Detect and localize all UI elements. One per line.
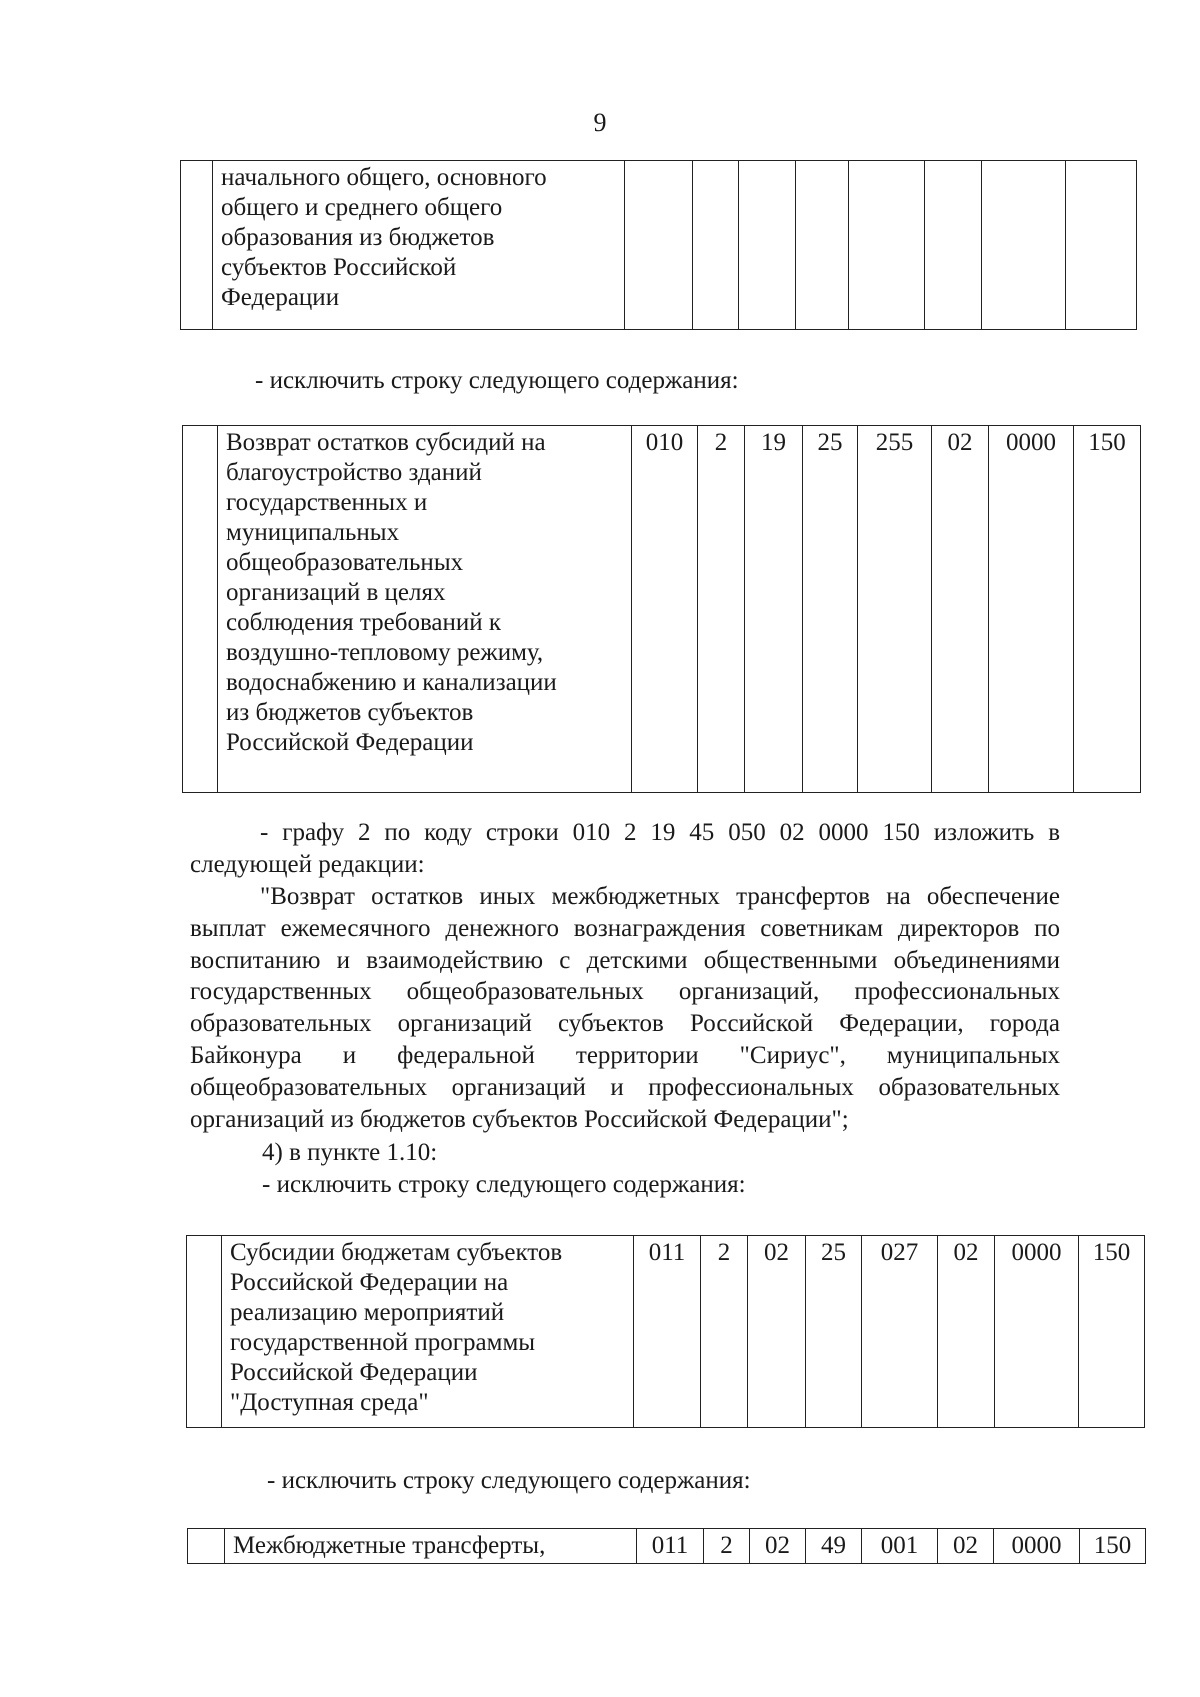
- code-cell: 25: [803, 426, 858, 793]
- code-cell: 027: [862, 1236, 938, 1428]
- paragraph-line: воспитанию и взаимодействию с детскими общественными объединениями: [190, 946, 1060, 974]
- paragraph-line: следующей редакции:: [190, 850, 425, 878]
- description-line: Российской Федерации: [226, 729, 474, 756]
- description-line: субъектов Российской: [221, 254, 457, 281]
- exclude-instruction-1: - исключить строку следующего содержания:: [255, 367, 739, 394]
- code-cell: 011: [637, 1529, 704, 1564]
- paragraph-line: организаций из бюджетов субъектов Российской Федерации";: [190, 1105, 849, 1133]
- code-cell: 150: [1079, 1236, 1145, 1428]
- code-cell: 001: [862, 1529, 938, 1564]
- description-line: общего и среднего общего: [221, 194, 503, 221]
- code-cell: 49: [806, 1529, 862, 1564]
- description-cell: [225, 1529, 637, 1564]
- description-cell: [213, 161, 625, 330]
- code-cell: 0000: [994, 1529, 1080, 1564]
- description-line: общеобразовательных: [226, 549, 464, 576]
- paragraph-line: "Возврат остатков иных межбюджетных трансфертов на обеспечение: [260, 883, 1060, 910]
- description-cell: [218, 426, 632, 793]
- paragraph-line: общеобразовательных организаций и профессиональных образовательных: [190, 1073, 1060, 1101]
- description-line: "Доступная среда": [230, 1389, 429, 1416]
- page-number: 9: [593, 108, 607, 137]
- description-line: Российской Федерации на: [230, 1269, 509, 1296]
- code-cell: 02: [750, 1529, 806, 1564]
- code-cell: 0000: [989, 426, 1074, 793]
- description-line: муниципальных: [226, 519, 400, 546]
- description-line: из бюджетов субъектов: [226, 699, 474, 726]
- code-cell: [693, 161, 739, 330]
- description-line: Российской Федерации: [230, 1359, 478, 1386]
- description-line: Межбюджетные трансферты,: [233, 1532, 546, 1559]
- code-cell: 2: [701, 1236, 748, 1428]
- table-row: [187, 1236, 1145, 1428]
- code-cell: [925, 161, 982, 330]
- budget-table-2: [182, 425, 1141, 793]
- exclude-instruction-3: - исключить строку следующего содержания:: [267, 1467, 751, 1494]
- paragraph-line: государственных общеобразовательных организаций, профессиональных: [190, 978, 1060, 1006]
- code-cell: [849, 161, 925, 330]
- code-cell: [982, 161, 1066, 330]
- description-line: начального общего, основного: [221, 164, 547, 191]
- code-cell: [1066, 161, 1137, 330]
- code-cell: 2: [704, 1529, 750, 1564]
- quote-paragraph: [190, 881, 1060, 1135]
- description-line: соблюдения требований к: [226, 609, 502, 636]
- budget-table-4: [187, 1528, 1146, 1564]
- code-cell: 19: [745, 426, 803, 793]
- description-line: образования из бюджетов: [221, 224, 495, 251]
- code-cell: 25: [806, 1236, 862, 1428]
- code-cell: [625, 161, 693, 330]
- budget-table-1: [180, 160, 1137, 330]
- description-line: государственной программы: [230, 1329, 536, 1356]
- description-line: благоустройство зданий: [226, 459, 482, 486]
- code-cell: 011: [634, 1236, 701, 1428]
- description-line: государственных и: [226, 489, 428, 516]
- code-cell: 2: [698, 426, 745, 793]
- row-number-cell: [183, 426, 218, 793]
- code-cell: 255: [858, 426, 932, 793]
- paragraph-line: - графу 2 по коду строки 010 2 19 45 050 02 0000 150 изложить в: [260, 819, 1060, 846]
- graph-paragraph: [190, 817, 1060, 881]
- description-line: Субсидии бюджетам субъектов: [230, 1239, 563, 1266]
- exclude-instruction-2: - исключить строку следующего содержания:: [262, 1171, 746, 1198]
- description-line: Возврат остатков субсидий на: [226, 429, 546, 456]
- description-cell: [222, 1236, 634, 1428]
- item-4-heading: 4) в пункте 1.10:: [262, 1139, 438, 1166]
- code-cell: [739, 161, 796, 330]
- code-cell: 150: [1080, 1529, 1146, 1564]
- paragraph-line: Байконура и федеральной территории "Сириус", муниципальных: [190, 1041, 1060, 1069]
- row-number-cell: [188, 1529, 225, 1564]
- code-cell: 02: [748, 1236, 806, 1428]
- budget-table-3: [186, 1235, 1145, 1428]
- description-line: Федерации: [221, 284, 340, 311]
- row-number-cell: [187, 1236, 222, 1428]
- table-row: [183, 426, 1141, 793]
- code-cell: 150: [1074, 426, 1141, 793]
- code-cell: 010: [632, 426, 698, 793]
- code-cell: [796, 161, 849, 330]
- table-row: [181, 161, 1137, 330]
- row-number-cell: [181, 161, 213, 330]
- paragraph-line: выплат ежемесячного денежного вознаграждения советникам директоров по: [190, 914, 1060, 942]
- code-cell: 02: [938, 1529, 994, 1564]
- description-line: реализацию мероприятий: [230, 1299, 505, 1326]
- description-line: воздушно-тепловому режиму,: [226, 639, 544, 666]
- code-cell: 0000: [995, 1236, 1079, 1428]
- description-line: организаций в целях: [226, 579, 446, 606]
- paragraph-line: образовательных организаций субъектов Российской Федерации, города: [190, 1010, 1060, 1038]
- description-line: водоснабжению и канализации: [226, 669, 557, 696]
- table-row: [188, 1529, 1146, 1564]
- code-cell: 02: [938, 1236, 995, 1428]
- code-cell: 02: [932, 426, 989, 793]
